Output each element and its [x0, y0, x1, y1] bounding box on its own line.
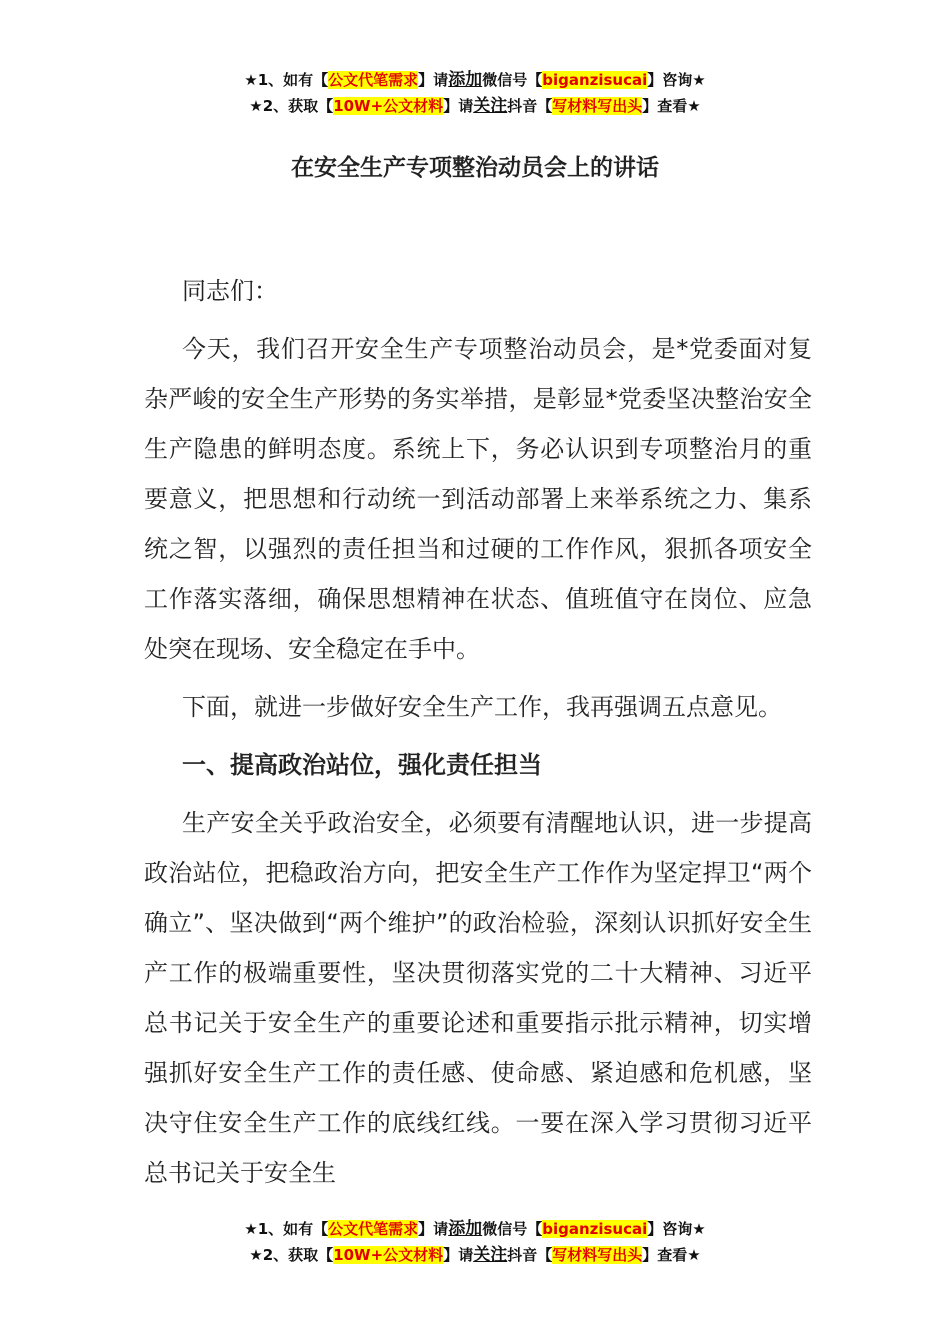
promo-text: 】查看★ — [642, 1246, 701, 1264]
promo-douyin-id: 写材料写出头 — [552, 97, 643, 115]
promo-text: ★2、获取【 — [249, 97, 334, 115]
promo-text: 】咨询★ — [647, 1220, 706, 1238]
promo-line-2 — [0, 93, 950, 119]
promo-banner-top — [0, 67, 950, 119]
promo-line-1 — [0, 1216, 950, 1242]
paragraph-intro: 今天，我们召开安全生产专项整治动员会，是*党委面对复杂严峻的安全生产形势的务实举措，是彰显*党委坚决整治安全生产隐患的鲜明态度。系统上下，务必认识到专项整治月的重要意义，把思想和行动统一到活动部署上来举系统之力、集系统之智，以强烈的责任担当和过硬的工作作风，狠抓各项安全工作落实落细，确保思想精神在状态、值班值守在岗位、应急处突在现场、安全稳定在手中。 — [144, 335, 812, 663]
promo-text: 微信号【 — [482, 1220, 543, 1238]
promo-wechat-id: biganzisucai — [542, 71, 648, 89]
promo-text: ★1、如有【 — [244, 71, 329, 89]
promo-highlight: 10W+公文材料 — [333, 97, 444, 115]
promo-highlight: 公文代笔需求 — [328, 71, 419, 89]
paragraph-section-1: 生产安全关乎政治安全，必须要有清醒地认识，进一步提高政治站位，把稳政治方向，把安全生产工作作为坚定捍卫“两个确立”、坚决做到“两个维护”的政治检验，深刻认识抓好安全生产工作的极端重要性，坚决贯彻落实党的二十大精神、习近平总书记关于安全生产的重要论述和重要指示批示精神，切实增强抓好安全生产工作的责任感、使命感、紧迫感和危机感，坚决守住安全生产工作的底线红线。一要在深入学习贯彻习近平总书记关于安全生 — [144, 809, 812, 1187]
promo-text: 】请 — [418, 71, 449, 89]
promo-text: 】咨询★ — [647, 71, 706, 89]
promo-line-2 — [0, 1242, 950, 1268]
promo-highlight: 公文代笔需求 — [328, 1220, 419, 1238]
greeting: 同志们： — [182, 277, 278, 305]
promo-text: 】查看★ — [642, 97, 701, 115]
promo-emphasis: 添加 — [448, 70, 483, 90]
promo-highlight: 10W+公文材料 — [333, 1246, 444, 1264]
promo-text: 微信号【 — [482, 71, 543, 89]
promo-emphasis: 关注 — [473, 96, 508, 116]
document-body — [144, 266, 812, 1206]
promo-text: 】请 — [443, 1246, 474, 1264]
promo-banner-bottom — [0, 1216, 950, 1268]
promo-douyin-id: 写材料写出头 — [552, 1246, 643, 1264]
promo-text: 】请 — [418, 1220, 449, 1238]
section-heading-1: 一、提高政治站位，强化责任担当 — [182, 751, 542, 779]
promo-line-1 — [0, 67, 950, 93]
promo-text: 】请 — [443, 97, 474, 115]
document-title: 在安全生产专项整治动员会上的讲话 — [291, 155, 659, 181]
promo-emphasis: 添加 — [448, 1219, 483, 1239]
promo-wechat-id: biganzisucai — [542, 1220, 648, 1238]
paragraph-outline: 下面，就进一步做好安全生产工作，我再强调五点意见。 — [182, 693, 782, 721]
promo-text: 抖音【 — [507, 1246, 553, 1264]
promo-text: ★2、获取【 — [249, 1246, 334, 1264]
promo-emphasis: 关注 — [473, 1245, 508, 1265]
promo-text: ★1、如有【 — [244, 1220, 329, 1238]
promo-text: 抖音【 — [507, 97, 553, 115]
